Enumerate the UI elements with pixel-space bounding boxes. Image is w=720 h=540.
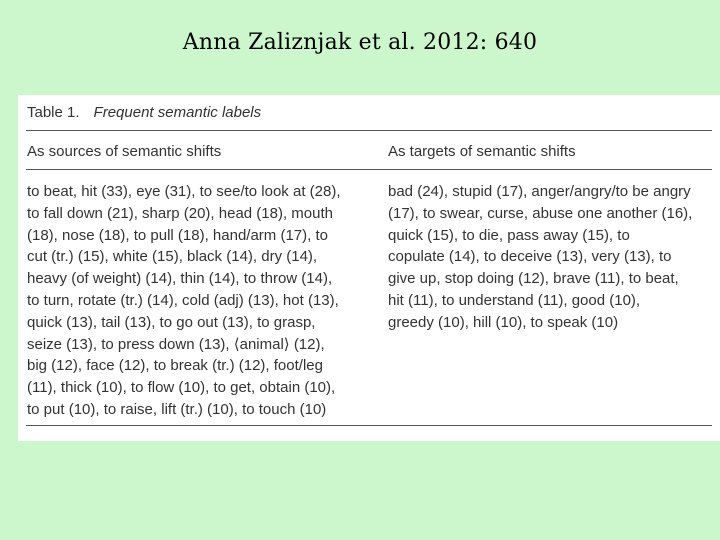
text-line: cut (tr.) (15), white (15), black (14), dry (14), [27,248,318,266]
text-line: to put (10), to raise, lift (tr.) (10), to touch (10) [27,400,327,418]
table-caption-title: Frequent semantic labels [93,104,262,121]
text-line: to beat, hit (33), eye (31), to see/to look at (28), [27,183,341,200]
column-header-targets: As targets of semantic shifts [388,143,576,160]
sources-cell [27,181,372,421]
text-line: quick (15), to die, pass away (15), to [388,226,630,244]
text-line: (18), nose (18), to pull (18), hand/arm (17), to [27,226,328,244]
text-line: big (12), face (12), to break (tr.) (12), foot/leg [27,357,323,375]
targets-cell [388,181,718,334]
text-line: seize (13), to press down (13), ⟨animal⟩ (12), [27,335,325,353]
table-figure [18,95,720,441]
text-line: bad (24), stupid (17), anger/angry/to be angry [388,183,691,200]
text-line: to fall down (21), sharp (20), head (18), mouth [27,204,333,222]
table-caption-number: Table 1. [27,104,80,121]
text-line: give up, stop doing (12), brave (11), to beat, [388,270,679,288]
table-top-rule [26,130,712,131]
text-line: to turn, rotate (tr.) (14), cold (adj) (13), hot (13), [27,291,339,309]
text-line: (17), to swear, curse, abuse one another (16), [388,204,693,222]
text-line: copulate (14), to deceive (13), very (13), to [388,248,672,266]
text-line: hit (11), to understand (11), good (10), [388,291,641,309]
table-bottom-rule [26,425,712,426]
text-line: quick (13), tail (13), to go out (13), to grasp, [27,313,316,331]
table-caption [27,104,261,121]
text-line: greedy (10), hill (10), to speak (10) [388,313,619,331]
table-header-rule [26,169,712,170]
text-line: heavy (of weight) (14), thin (14), to throw (14), [27,270,333,288]
text-line: (11), thick (10), to flow (10), to get, obtain (10), [27,379,336,397]
slide-title: Anna Zaliznjak et al. 2012: 640 [182,30,538,55]
column-header-sources: As sources of semantic shifts [27,143,222,160]
